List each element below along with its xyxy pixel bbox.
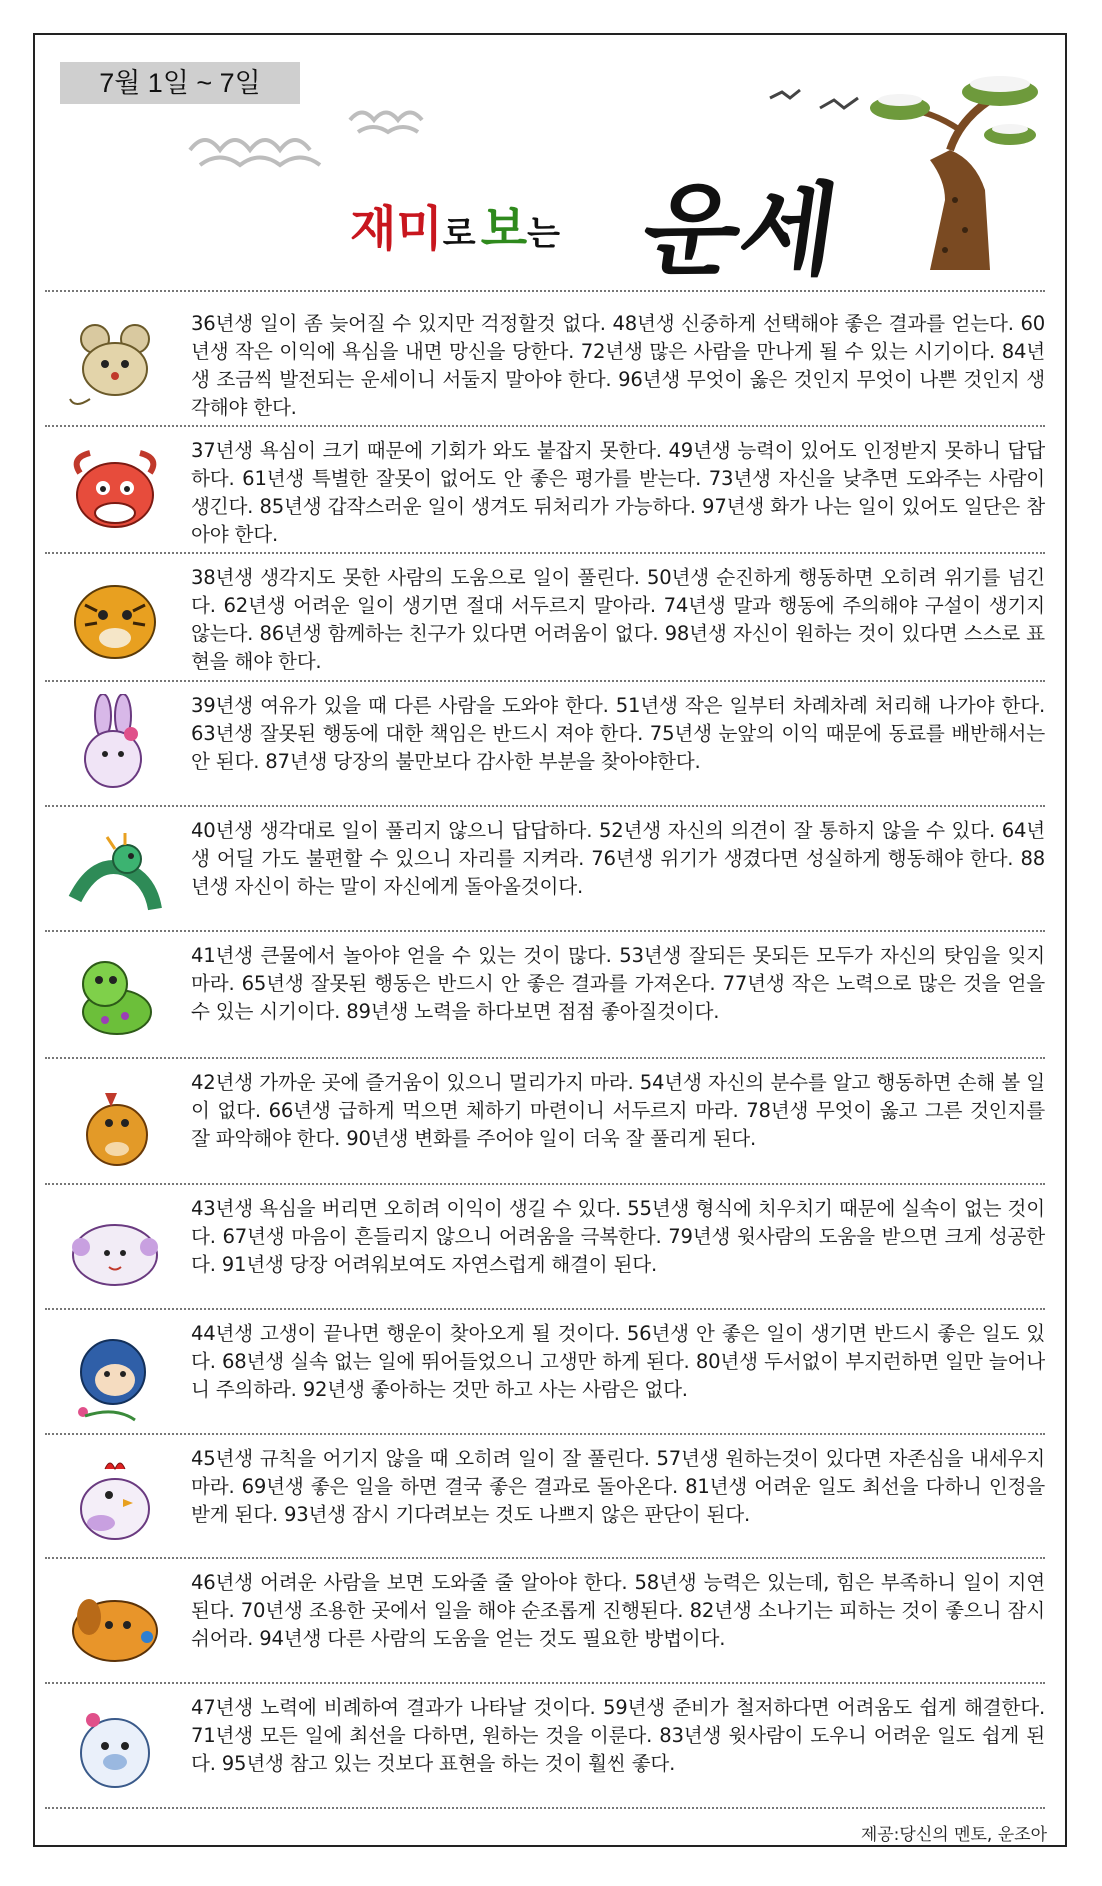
- fortune-text: 44년생 고생이 끝나면 행운이 찾아오게 될 것이다. 56년생 안 좋은 일이 생기면 반드시 좋은 일도 있다. 68년생 실속 없는 일에 뛰어들었으니 고생만 하게 된다. 80년생 두서없이 부지런하면 일만 늘어나니 주의하라. 92년생 좋아하는 것만 하고 사는 사람은 없다.: [191, 1322, 1045, 1401]
- fortune-row-sheep: [45, 1183, 1045, 1310]
- fortune-row-dog: [45, 1557, 1045, 1684]
- rooster-icon: [65, 1451, 165, 1551]
- fortune-row-tiger: [45, 552, 1045, 674]
- title-part: 는: [527, 214, 560, 254]
- header-illustration: [0, 0, 1102, 300]
- credit-line: 제공:당신의 멘토, 운조아: [860, 1825, 1047, 1845]
- fortune-text: 43년생 욕심을 버리면 오히려 이익이 생길 수 있다. 55년생 형식에 치우치기 때문에 실속이 없는 것이다. 67년생 마음이 흔들리지 않으니 어려움을 극복한다. 79년생 윗사람의 도움을 받으면 크게 성공한다. 91년생 당장 어려워보여도 자연스럽게 해결이 된다.: [191, 1197, 1045, 1276]
- fortune-row-monkey: [45, 1308, 1045, 1435]
- title-part: 로: [442, 214, 476, 254]
- pine-tree-icon: [870, 76, 1038, 270]
- pig-icon: [65, 1698, 165, 1798]
- dragon-icon: [65, 829, 165, 929]
- rabbit-icon: [65, 694, 165, 794]
- fortune-text: 41년생 큰물에서 놀아야 얻을 수 있는 것이 많다. 53년생 잘되든 못되든 모두가 자신의 탓임을 잊지 마라. 65년생 잘못된 행동은 반드시 안 좋은 결과를 가져온다. 77년생 작은 노력으로 많은 것을 얻을 수 있는 시기이다. 89년생 노력을 하다보면 점점 좋아질것이다.: [191, 944, 1045, 1023]
- fortune-text: 37년생 욕심이 크기 때문에 기회가 와도 붙잡지 못한다. 49년생 능력이 있어도 인정받지 못하니 답답하다. 61년생 특별한 잘못이 없어도 안 좋은 평가를 받는다. 73년생 자신을 낮추면 도와주는 사람이 생긴다. 85년생 갑작스러운 일이 생겨도 뒤처리가 가능하다. 97년생 화가 나는 일이 있어도 일단은 참아야 한다.: [191, 439, 1045, 546]
- fortune-text: 36년생 일이 좀 늦어질 수 있지만 걱정할것 없다. 48년생 신중하게 선택해야 좋은 결과를 얻는다. 60년생 작은 이익에 욕심을 내면 망신을 당한다. 72년생 많은 사람을 만나게 될 수 있는 시기이다. 84년생 조금씩 발전되는 운세이니 서둘지 말아야 한다. 96년생 무엇이 옳은 것인지 무엇이 나쁜 것인지 생각해야 한다.: [191, 312, 1045, 419]
- rat-icon: [65, 314, 165, 414]
- fortune-text: 46년생 어려운 사람을 보면 도와줄 줄 알아야 한다. 58년생 능력은 있는데, 힘은 부족하니 일이 지연된다. 70년생 조용한 곳에서 일을 해야 순조롭게 진행된다. 82년생 소나기는 피하는 것이 좋으니 잠시 쉬어라. 94년생 다른 사람의 도움을 얻는 것도 필요한 방법이다.: [191, 1571, 1045, 1650]
- date-range-badge: 7월 1일 ~ 7일: [60, 62, 300, 104]
- fortune-text: 39년생 여유가 있을 때 다른 사람을 도와야 한다. 51년생 작은 일부터 차례차례 처리해 나가야 한다. 63년생 잘못된 행동에 대한 책임은 반드시 져야 한다. 75년생 눈앞의 이익 때문에 동료를 배반해서는 안 된다. 87년생 당장의 불만보다 감사한 부분을 찾아야한다.: [191, 694, 1045, 773]
- title-part: 재미: [350, 201, 443, 257]
- fortune-row-pig: [45, 1682, 1045, 1809]
- sheep-icon: [65, 1203, 165, 1303]
- bird-icon: [770, 90, 858, 108]
- fortune-row-rabbit: [45, 680, 1045, 807]
- ox-icon: [65, 443, 165, 543]
- fortune-row-ox: [45, 425, 1045, 547]
- page-title: [350, 190, 560, 257]
- fortune-row-horse: [45, 1057, 1045, 1184]
- horse-icon: [65, 1073, 165, 1173]
- title-calligraphy: 운세: [635, 171, 846, 289]
- fortune-text: 40년생 생각대로 일이 풀리지 않으니 답답하다. 52년생 자신의 의견이 잘 통하지 않을 수 있다. 64년생 어딜 가도 불편할 수 있으니 자리를 지켜라. 76년생 위기가 생겼다면 성실하게 행동해야 한다. 88년생 자신이 하는 말이 자신에게 돌아올것이다.: [191, 819, 1045, 898]
- divider: [45, 1807, 1045, 1809]
- tiger-icon: [65, 570, 165, 670]
- monkey-icon: [65, 1326, 165, 1426]
- dog-icon: [65, 1577, 165, 1677]
- fortune-text: 45년생 규칙을 어기지 않을 때 오히려 일이 잘 풀린다. 57년생 원하는것이 있다면 자존심을 내세우지 마라. 69년생 좋은 일을 하면 결국 좋은 결과로 돌아온다. 81년생 어려운 일도 최선을 다하니 인정을 받게 된다. 93년생 잠시 기다려보는 것도 나쁘지 않은 판단이 된다.: [191, 1447, 1045, 1526]
- cloud-icon: [190, 113, 422, 166]
- title-part: 보: [480, 201, 528, 257]
- fortune-text: 42년생 가까운 곳에 즐거움이 있으니 멀리가지 마라. 54년생 자신의 분수를 알고 행동하면 손해 볼 일이 없다. 66년생 급하게 먹으면 체하기 마련이니 서두르지 마라. 78년생 무엇이 옳고 그른 것인지를 잘 파악해야 한다. 90년생 변화를 주어야 일이 더욱 잘 풀리게 된다.: [191, 1071, 1045, 1150]
- fortune-row-rat: [45, 290, 1045, 422]
- fortune-text: 38년생 생각지도 못한 사람의 도움으로 일이 풀린다. 50년생 순진하게 행동하면 오히려 위기를 넘긴다. 62년생 어려운 일이 생기면 절대 서두르지 말아라. 74년생 말과 행동에 주의해야 구설이 생기지 않는다. 86년생 함께하는 친구가 있다면 어려움이 없다. 98년생 자신이 원하는 것이 있다면 스스로 표현을 해야 한다.: [191, 566, 1045, 673]
- snake-icon: [65, 946, 165, 1046]
- fortune-row-snake: [45, 930, 1045, 1057]
- fortune-text: 47년생 노력에 비례하여 결과가 나타날 것이다. 59년생 준비가 철저하다면 어려움도 쉽게 해결한다. 71년생 모든 일에 최선을 다하면, 원하는 것을 이룬다. 83년생 윗사람이 도우니 어려운 일도 쉽게 된다. 95년생 참고 있는 것보다 표현을 하는 것이 훨씬 좋다.: [191, 1696, 1045, 1775]
- fortune-row-dragon: [45, 805, 1045, 932]
- fortune-row-rooster: [45, 1433, 1045, 1560]
